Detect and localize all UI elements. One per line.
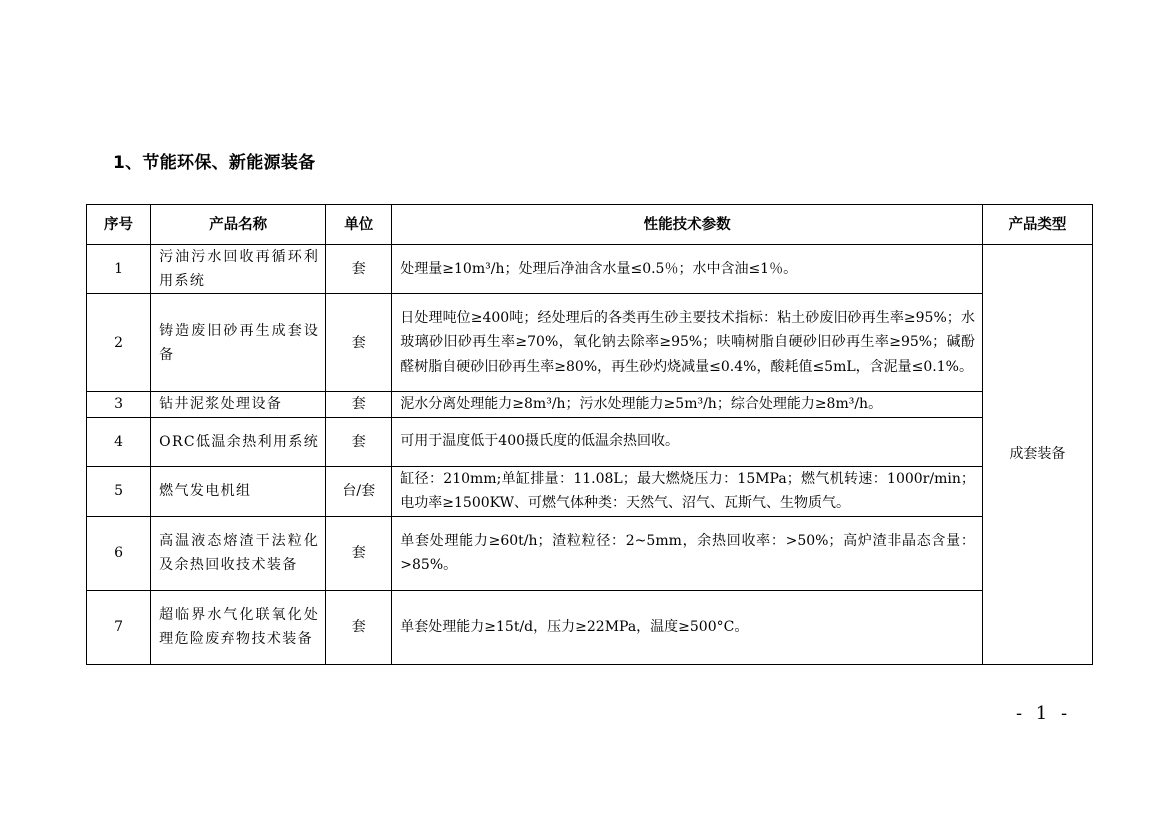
row-spec: 单套处理能力≥15t/d，压力≥22MPa，温度≥500°C。 <box>392 590 983 664</box>
row-name: 超临界水气化联氧化处理危险废弃物技术装备 <box>151 590 326 664</box>
row-unit: 套 <box>326 392 392 418</box>
row-name: 钻井泥浆处理设备 <box>151 392 326 418</box>
row-index: 3 <box>87 392 151 418</box>
header-name: 产品名称 <box>151 205 326 245</box>
row-index: 2 <box>87 294 151 392</box>
page-number: - 1 - <box>1016 703 1072 724</box>
row-unit: 台/套 <box>326 466 392 516</box>
row-name: 污油污水回收再循环利用系统 <box>151 245 326 294</box>
row-spec: 单套处理能力≥60t/h；渣粒粒径：2~5mm，余热回收率：>50%；高炉渣非晶态含量：>85%。 <box>392 516 983 590</box>
row-unit: 套 <box>326 294 392 392</box>
table-row <box>87 245 1093 294</box>
table-row <box>87 392 1093 418</box>
row-name: ORC低温余热利用系统 <box>151 417 326 466</box>
row-unit: 套 <box>326 245 392 294</box>
row-index: 1 <box>87 245 151 294</box>
table-row <box>87 294 1093 392</box>
product-type-cell: 成套装备 <box>982 245 1092 665</box>
row-spec: 缸径：210mm;单缸排量：11.08L；最大燃烧压力：15MPa；燃气机转速：1000r/min；电功率≥1500KW、可燃气体种类：天然气、沼气、瓦斯气、生物质气。 <box>392 466 983 516</box>
row-name: 燃气发电机组 <box>151 466 326 516</box>
row-name: 铸造废旧砂再生成套设备 <box>151 294 326 392</box>
row-spec: 日处理吨位≥400吨；经处理后的各类再生砂主要技术指标：粘土砂废旧砂再生率≥95%；水玻璃砂旧砂再生率≥70%，氧化钠去除率≥95%；呋喃树脂自硬砂旧砂再生率≥95%；碱酚醛树脂自硬砂旧砂再生率≥80%，再生砂灼烧减量≤0.4%，酸耗值≤5mL，含泥量≤0.1%。 <box>392 294 983 392</box>
header-spec: 性能技术参数 <box>392 205 983 245</box>
header-index: 序号 <box>87 205 151 245</box>
row-unit: 套 <box>326 417 392 466</box>
row-index: 7 <box>87 590 151 664</box>
table-row <box>87 516 1093 590</box>
header-type: 产品类型 <box>982 205 1092 245</box>
header-unit: 单位 <box>326 205 392 245</box>
row-name: 高温液态熔渣干法粒化及余热回收技术装备 <box>151 516 326 590</box>
row-unit: 套 <box>326 516 392 590</box>
row-index: 4 <box>87 417 151 466</box>
row-index: 6 <box>87 516 151 590</box>
section-title: 1、节能环保、新能源装备 <box>113 153 316 173</box>
table-row <box>87 417 1093 466</box>
table-header-row <box>87 205 1093 245</box>
table-row <box>87 466 1093 516</box>
row-spec: 可用于温度低于400摄氏度的低温余热回收。 <box>392 417 983 466</box>
row-index: 5 <box>87 466 151 516</box>
equipment-spec-table <box>86 204 1093 665</box>
row-spec: 泥水分离处理能力≥8m³/h；污水处理能力≥5m³/h；综合处理能力≥8m³/h。 <box>392 392 983 418</box>
row-unit: 套 <box>326 590 392 664</box>
row-spec: 处理量≥10m³/h；处理后净油含水量≤0.5％；水中含油≤1％。 <box>392 245 983 294</box>
table-row <box>87 590 1093 664</box>
